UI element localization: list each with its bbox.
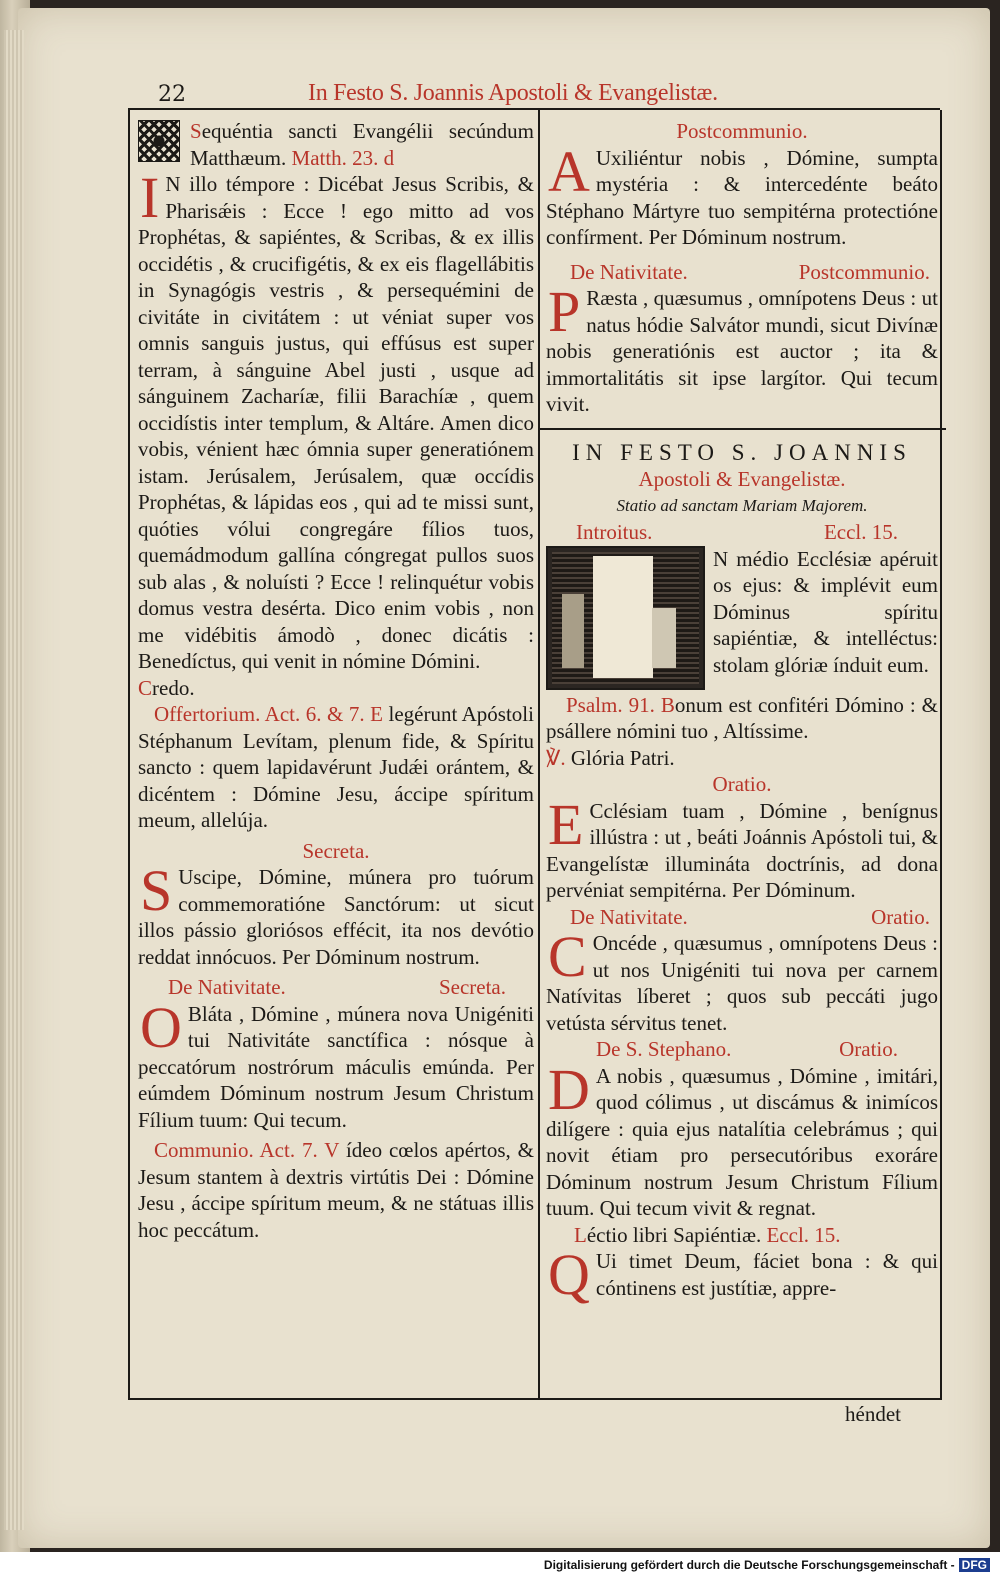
secreta-text: Uscipe, Dómine, múnera pro tuórum commemoratióne Sanctórum: ut sicut illos pássio gloriósos effécit, ita nos devótio reddat innócuos. Per Dóminum nostrum. <box>138 865 534 969</box>
concede-text: Oncéde , quæsumus , omnípotens Deus : ut nos Unigéniti tui nova per carnem Natívitas líberet ; quos sub peccáti jugo vetústa sérvitus tenet. <box>546 931 938 1035</box>
qui-timet-paragraph <box>546 1242 938 1307</box>
drop-initial: S <box>140 858 173 923</box>
praesta-text: Ræsta , quæsumus , omnípotens Deus : ut natus hódie Salvátor mundi, sicut Divínæ nobis generatiónis est auctor ; ita & immortalitátis sit ipse largítor. Qui tecum vivit. <box>546 286 938 416</box>
offertory-label: Offertorium. Act. 6. & 7. E <box>154 702 383 726</box>
lectio-reference: Eccl. 15. <box>766 1222 841 1247</box>
rubric-right: Postcommunio. <box>798 259 930 284</box>
right-column <box>546 118 939 1307</box>
lectio-heading <box>546 1222 938 1249</box>
gloria-line <box>546 745 938 772</box>
rubric-left: De Nativitate. <box>570 904 688 929</box>
drop-initial: I <box>140 165 160 230</box>
psalm-label: Psalm. 91. <box>566 692 655 717</box>
drop-initial: Q <box>548 1242 590 1307</box>
rubric-left: De S. Stephano. <box>596 1037 732 1061</box>
digitization-footer <box>0 1552 1000 1578</box>
introit-heading <box>546 519 938 546</box>
column-divider <box>538 110 540 1398</box>
dfg-logo: DFG <box>959 1558 990 1572</box>
oblata-text: Bláta , Dómine , múnera nova Unigéniti tui Nativitáte sanctífica : nósque à peccatórum nostrórum máculis emúnda. Per eúmdem Dóminum nostrum Jesum Christum Fílium tuum: Qui tecum. <box>138 1001 534 1132</box>
rubric-right: Eccl. 15. <box>823 520 898 544</box>
credo-line <box>138 675 534 702</box>
concede-paragraph <box>546 924 938 1036</box>
ecclesiam-text: Cclésiam tuam , Dómine , benígnus illústra : ut , beáti Joánnis Apóstoli tui, & Evangelístæ illumináta doctrínis, ad dona pervéniat sempitérna. Per Dóminum. <box>546 798 938 902</box>
communio-label: Communio. Act. 7. V <box>154 1138 340 1162</box>
communio-text: ídeo cœlos apértos, & Jesum stantem à dextris virtútis Dei : Dómine Jesu , áccipe spíritum meum, & ne státuas illis hoc peccátum. <box>138 1138 535 1242</box>
secreta-heading: Secreta. <box>302 838 370 863</box>
introit-paragraph <box>546 546 938 679</box>
stephen-oratio-heading <box>546 1036 938 1063</box>
drop-initial: E <box>548 791 584 857</box>
ecclesiam-paragraph <box>546 791 938 904</box>
gospel-heading <box>138 118 534 171</box>
lectio-text: éctio libri Sapiéntiæ. <box>586 1222 762 1247</box>
introit-text: N médio Ecclésiæ apéruit os ejus: & implévit eum Dóminus spíritu sapiéntiæ, & intelléctus: stolam glóriæ índuit eum. <box>713 546 938 677</box>
gospel-reference: Matth. 23. d <box>291 145 395 170</box>
page-number: 22 <box>158 82 186 107</box>
da-nobis-paragraph <box>546 1056 938 1222</box>
praesta-paragraph <box>546 279 938 418</box>
offertory-text: legérunt Apóstoli Stéphanum Levítam, plenum fide, & Spíritu sancto : quem lapidavérunt Judǽi orántem, & dicéntem : Dómine Jesu, áccipe spíritum meum, allelúja. <box>138 702 534 832</box>
offertory-paragraph <box>138 701 534 834</box>
gospel-text: N illo témpore : Dicébat Jesus Scribis, & Pharisǽis : Ecce ! ego mitto ad vos Prophétas, & sapiéntes, & Scribas, & ex illis occidétis , & crucifigétis, & ex eis flagellábitis in Synagógis vestris , & persequémini de civitáte in civitátem : ut véniat super vos omnis sanguis justus, qui effúsus est super terram, à sánguine Abel justi , usque ad sánguinem Zacharíæ, filii Barachíæ , quem occidístis inter templum, & Altáre. Amen dico vobis, vénient hæc ómnia super generatiónem istam. Jerúsalem, Jerúsalem, quæ occídis Prophétas, & lápidas eos , qui ad te missi sunt, quóties vólui congregáre fílios tuos, quemádmodum gallína cóngregat pullos suos sub alas , & noluísti ? Ecce ! relinquétur vobis domus vestra desérta. Dico enim vobis , non me vidébitis ámodò , donec dicátis : Benedíctus, qui venit in nómine Dómini. <box>138 172 534 673</box>
postcommunio-paragraph <box>546 138 938 251</box>
da-nobis-text: A nobis , quæsumus , Dómine , imitári, quod cólimus , ut discámus & inimícos dilígere : quia ejus natalítia celebrámus ; qui novit étiam pro persecutóribus exoráre Dóminum nostrum Jesum Christum Fílium tuum. Qui tecum vivit & regnat. <box>546 1063 938 1220</box>
psalm-paragraph <box>546 692 938 745</box>
rubric-right: Secreta. <box>438 975 506 999</box>
rubric-left: De Nativitate. <box>168 975 286 999</box>
secreta-paragraph <box>138 858 534 970</box>
footer-credit: Digitalisierung gefördert durch die Deutsche Forschungsgemeinschaft - <box>543 1558 955 1572</box>
communio-paragraph <box>138 1137 534 1243</box>
section-separator <box>538 428 946 430</box>
credo-text: redo. <box>152 675 195 700</box>
psalm-text: onum est confitéri Dómino : & psállere nómini tuo , Altíssime. <box>546 692 939 743</box>
left-column <box>138 118 534 1243</box>
qui-timet-text: Ui timet Deum, fáciet bona : & qui cóntinens est justítiæ, appre- <box>595 1249 938 1300</box>
nativity-secreta-heading <box>138 974 534 1001</box>
drop-initial: P <box>548 279 581 344</box>
psalm-initial: B <box>660 692 675 717</box>
rubric-right: Oratio. <box>839 1037 898 1061</box>
nativity-oratio-heading <box>546 904 938 931</box>
drop-initial: C <box>548 924 587 989</box>
oblata-paragraph <box>138 994 534 1134</box>
nativity-postcommunio-heading <box>546 259 938 286</box>
rubric-left: De Nativitate. <box>570 259 688 284</box>
page-edges <box>4 30 24 1530</box>
woodcut-initial-image <box>546 546 705 690</box>
rubric-right: Oratio. <box>871 904 930 929</box>
postcommunio-heading: Postcommunio. <box>676 119 808 143</box>
gospel-head-initial: S <box>190 119 202 143</box>
feast-title: IN FESTO S. JOANNIS <box>572 439 912 465</box>
rubric-left: Introitus. <box>576 520 653 544</box>
ornament-icon <box>138 120 180 162</box>
drop-initial: A <box>548 138 590 204</box>
oratio-heading: Oratio. <box>712 772 772 796</box>
lectio-initial: L <box>574 1222 587 1247</box>
versicle-icon: ℣. <box>546 745 566 770</box>
running-title: In Festo S. Joannis Apostoli & Evangelistæ. <box>308 80 718 106</box>
catchword: héndet <box>845 1402 901 1426</box>
gospel-head-text: equéntia sancti Evangélii secúndum Matthæum. <box>190 119 534 170</box>
drop-initial: D <box>548 1056 590 1122</box>
credo-initial: C <box>138 675 153 700</box>
feast-subtitle: Apostoli & Evangelistæ. <box>638 467 846 491</box>
statio-line: Statio ad sanctam Mariam Majorem. <box>616 495 868 515</box>
postcommunio-text: Uxiliéntur nobis , Dómine, sumpta mystéria : & intercedénte beáto Stéphano Mártyre tuo sempitérna protectióne confírment. Per Dóminum nostrum. <box>546 145 938 249</box>
drop-initial: O <box>140 994 182 1060</box>
gospel-paragraph <box>138 165 534 675</box>
gloria-text: Glória Patri. <box>570 745 675 770</box>
